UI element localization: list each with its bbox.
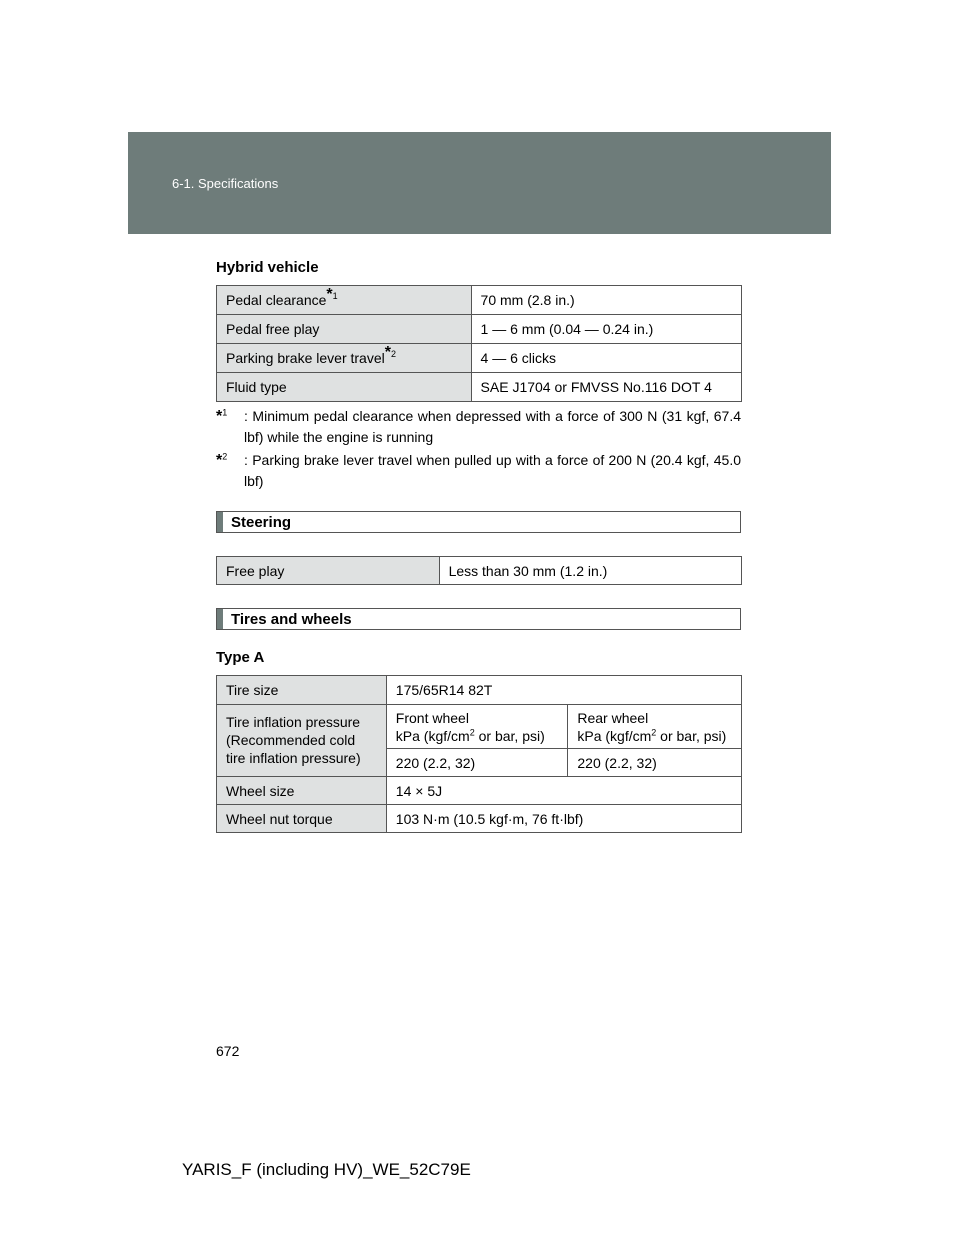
spec-value: 103 N·m (10.5 kgf·m, 76 ft·lbf) bbox=[386, 805, 741, 833]
table-row bbox=[217, 315, 742, 344]
spec-value: 4 — 6 clicks bbox=[471, 344, 741, 373]
rear-wheel-header: Rear wheel kPa ($kgf/cm^2$ or bar, psi) bbox=[568, 705, 742, 749]
spec-value: 1 — 6 mm (0.04 — 0.24 in.) bbox=[471, 315, 741, 344]
front-pressure-value: 220 (2.2, 32) bbox=[386, 749, 568, 777]
section-header bbox=[128, 132, 831, 234]
front-wheel-header: Front wheel kPa ($kgf/cm^2$ or bar, psi) bbox=[386, 705, 568, 749]
spec-label: Tire inflation pressure (Recommended cold tire inflation pressure) bbox=[217, 705, 387, 777]
table-row bbox=[217, 286, 742, 315]
spec-value: 175/65R14 82T bbox=[386, 676, 741, 705]
spec-label: Fluid type bbox=[217, 373, 472, 402]
spec-label: Wheel nut torque bbox=[217, 805, 387, 833]
steering-heading: Steering bbox=[231, 514, 292, 531]
spec-value: 14 × 5J bbox=[386, 777, 741, 805]
spec-label: Free play bbox=[217, 557, 440, 585]
spec-label: Pedal clearance$^{*1}$ bbox=[217, 286, 472, 315]
footnote-1: *$^1$ : Minimum pedal clearance when depressed with a force of 300 N (31 kgf, 67.4 lbf) while the engine is running bbox=[216, 407, 741, 445]
spec-value: Less than 30 mm (1.2 in.) bbox=[439, 557, 741, 585]
spec-label: Wheel size bbox=[217, 777, 387, 805]
page-number: 672 bbox=[216, 1043, 240, 1059]
section-tab bbox=[217, 609, 223, 629]
table-row bbox=[217, 705, 742, 749]
spec-value: 70 mm (2.8 in.) bbox=[471, 286, 741, 315]
footnote-2: *$^2$ : Parking brake lever travel when pulled up with a force of 200 N (20.4 kgf, 45.0 lbf) bbox=[216, 451, 741, 489]
document-footer: YARIS_F (including HV)_WE_52C79E bbox=[182, 1160, 471, 1179]
hybrid-spec-table bbox=[216, 285, 742, 402]
tires-section-bar bbox=[216, 608, 741, 630]
table-row bbox=[217, 344, 742, 373]
spec-label: Parking brake lever travel$^{*2}$ bbox=[217, 344, 472, 373]
spec-label: Pedal free play bbox=[217, 315, 472, 344]
tires-spec-table bbox=[216, 675, 742, 833]
table-row bbox=[217, 373, 742, 402]
table-row bbox=[217, 805, 742, 833]
hybrid-vehicle-heading: Hybrid vehicle bbox=[216, 259, 319, 276]
tires-heading: Tires and wheels bbox=[231, 611, 352, 628]
section-tab bbox=[217, 512, 223, 532]
section-title: 6-1. Specifications bbox=[172, 176, 279, 191]
spec-value: SAE J1704 or FMVSS No.116 DOT 4 bbox=[471, 373, 741, 402]
steering-section-bar bbox=[216, 511, 741, 533]
rear-pressure-value: 220 (2.2, 32) bbox=[568, 749, 742, 777]
table-row bbox=[217, 676, 742, 705]
spec-label: Tire size bbox=[217, 676, 387, 705]
table-row bbox=[217, 777, 742, 805]
steering-spec-table bbox=[216, 556, 742, 585]
table-row bbox=[217, 557, 742, 585]
type-a-heading: Type A bbox=[216, 649, 265, 666]
